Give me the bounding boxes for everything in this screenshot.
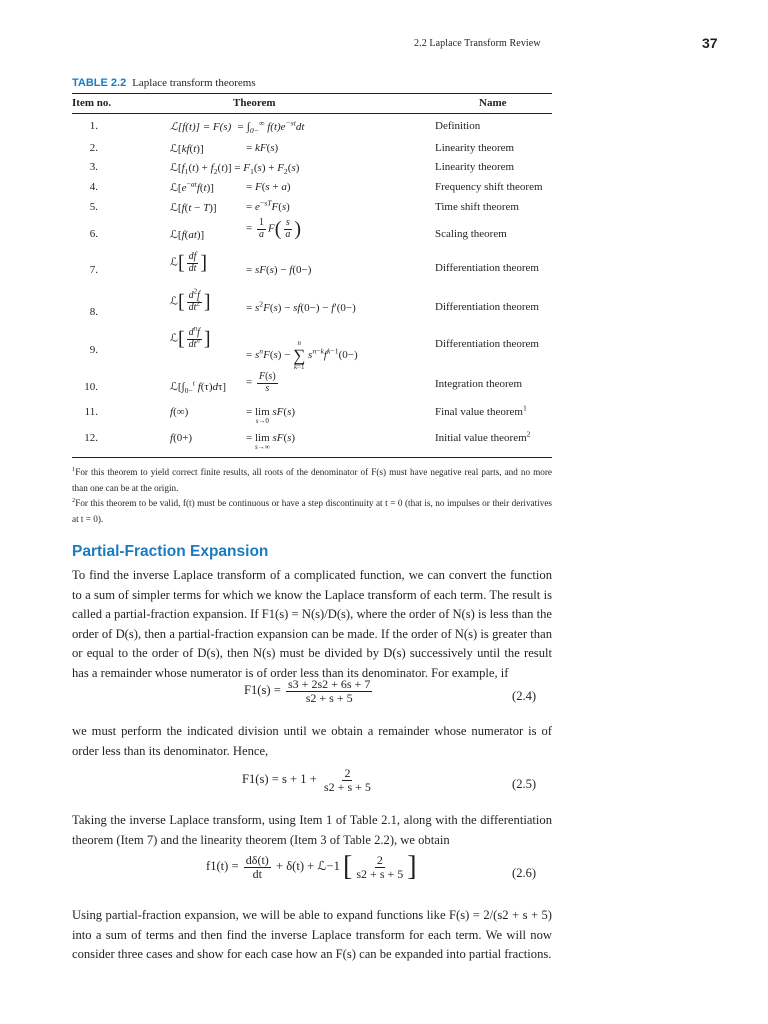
footnote-ref: 1 — [522, 403, 527, 413]
row-number: 3. — [89, 161, 98, 173]
paragraph-1 — [72, 566, 552, 683]
row-number: 2. — [89, 142, 98, 154]
theorem-result: = sF(s) − f(0−) — [246, 264, 312, 276]
equation-number: (2.6) — [512, 866, 537, 880]
table-bottom-rule — [72, 457, 552, 458]
theorem-formula: $ℒ[\int_{0-}^t$ f(τ)dτ] — [170, 378, 227, 396]
theorem-result: = lim s→0 sF(s) — [246, 406, 296, 426]
theorem-result: = lim s→∞ sF(s) — [246, 432, 296, 452]
table-header-rule — [72, 113, 552, 114]
equation-number: (2.5) — [512, 777, 537, 791]
theorem-result: = $s^nF(s)$ − n ∑ k=1 $s^{n-k}f^{k-1}(0-)$ — [246, 339, 358, 371]
equation-2-4 — [244, 678, 374, 704]
theorem-name — [435, 403, 527, 418]
theorem-name: Linearity theorem — [435, 142, 515, 154]
row-number: 4. — [89, 181, 98, 193]
theorem-name: Frequency shift theorem — [435, 181, 543, 193]
table-top-rule — [72, 93, 552, 94]
theorem-formula: ℒ[ $\frac{df}{dt}$ ] — [170, 251, 208, 274]
equation-2-5 — [242, 767, 375, 793]
theorem-name — [435, 429, 531, 444]
theorem-name: Time shift theorem — [435, 201, 519, 213]
row-number: 12. — [84, 432, 98, 444]
theorem-result: = $s^2F(s) - sf(0-) - f'(0-)$ — [246, 299, 356, 314]
eq-middle: + δ(t) + ℒ−1 — [275, 858, 340, 873]
row-number: 11. — [84, 406, 98, 418]
theorem-formula: ℒ[f(t)] = $F(s) = \int_{0-}^\infty$ $f(t)e^{-st}dt$ — [170, 118, 305, 136]
eq-lhs: F1(s) = — [244, 682, 281, 697]
paragraph-text: we must perform the indicated division until we obtain a remainder whose numerator is of order less than its denominator. Hence, — [72, 724, 552, 758]
eq-numerator: s3 + 2s2 + 6s + 7 — [288, 677, 371, 691]
footnote-text: For this theorem to yield correct finite results, all roots of the denominator of F(s) must have negative real parts, and no more than one can be at the origin. — [72, 467, 552, 493]
table-caption — [72, 77, 256, 89]
footnote-marker: 2 — [72, 496, 76, 504]
theorem-result: = $\frac{F(s)}{s}$ — [246, 371, 276, 394]
paragraph-text: To find the inverse Laplace transform of a complicated function, we can convert the function to a sum of simpler terms for which we know the Laplace transform of each term. The result is called a partial-fraction expansion. If F1(s) = N(s)/D(s), where the order of N(s) is less than the order of D(s), then a partial-fraction expansion can be made. If the order of N(s) is greater than or equal to the order of D(s), then N(s) must be divided by D(s) successively until the result has a remainder whose numerator is of order less than its denominator. For example, if — [72, 568, 552, 680]
paragraph-text: Taking the inverse Laplace transform, using Item 1 of Table 2.1, along with the differentiation theorem (Item 7) and the linearity theorem (Item 3 of Table 2.2), we obtain — [72, 813, 552, 847]
footnote-2 — [72, 495, 552, 527]
theorem-name-text: Final value theorem — [435, 406, 523, 418]
eq-denominator: dt — [252, 866, 262, 881]
equation-number: (2.4) — [512, 689, 537, 703]
eq-bracket: ] — [407, 851, 417, 882]
section-heading: Partial-Fraction Expansion — [72, 543, 269, 560]
footnote-marker: 1 — [72, 465, 76, 473]
equation-2-6 — [206, 853, 417, 881]
eq-lhs: f1(t) = — [206, 858, 239, 873]
eq-numerator: 2 — [344, 766, 351, 780]
page-number: 37 — [702, 35, 718, 51]
eq-bracket: [ — [343, 851, 353, 882]
theorem-formula: ℒ[ $\frac{d^nf}{dt^n}$ ] — [170, 324, 211, 350]
theorem-name: Differentiation theorem — [435, 262, 539, 274]
eq-lhs: F1(s) = s + 1 + — [242, 771, 317, 786]
footnote-text: For this theorem to be valid, f(t) must be continuous or have a step discontinuity at t = 0 (that is, no impulses or their derivatives at t = 0). — [72, 498, 552, 524]
col-header-theorem: Theorem — [233, 97, 276, 109]
eq-denominator: s2 + s + 5 — [324, 779, 371, 794]
paragraph-2 — [72, 722, 552, 761]
theorem-formula: f(∞) — [170, 406, 189, 418]
theorem-formula: ℒ[f(t − T)] — [170, 202, 217, 214]
theorem-name: Scaling theorem — [435, 228, 507, 240]
theorem-result: = $\frac{1}{a}$ F( $\frac{s}{a}$ ) — [246, 217, 302, 240]
theorem-formula: ℒ[f(at)] — [170, 229, 205, 241]
eq-numerator: 2 — [376, 852, 383, 867]
theorem-name-text: Initial value theorem — [435, 432, 527, 444]
eq-denominator: s2 + s + 5 — [305, 690, 353, 705]
row-number: 1. — [89, 120, 98, 132]
theorem-formula: $ℒ[e^{-at}f(t)]$ — [170, 179, 214, 194]
footnote-ref: 2 — [526, 429, 531, 439]
paragraph-text: Using partial-fraction expansion, we will be able to expand functions like F(s) = 2/(s2 + s + 5) into a sum of terms and then find the inverse Laplace transform for each term. We will now consider three cases and show for each case how an F(s) can be expanded into partial fractions. — [72, 908, 552, 961]
theorem-name: Differentiation theorem — [435, 301, 539, 313]
eq-denominator: s2 + s + 5 — [356, 866, 404, 881]
paragraph-4 — [72, 906, 552, 965]
table-label: TABLE 2.2 — [72, 77, 127, 89]
col-header-name: Name — [479, 97, 507, 109]
row-number: 9. — [89, 344, 98, 356]
col-header-item: Item no. — [72, 97, 112, 109]
row-number: 6. — [89, 228, 98, 240]
theorem-result: = F(s + a) — [246, 181, 291, 193]
row-number: 7. — [89, 264, 98, 276]
theorem-formula: ℒ[kf(t)] — [170, 143, 204, 155]
theorem-formula: $ℒ[f_1(t) + f_2(t)] = F_1(s) + F_2(s)$ — [170, 162, 300, 177]
paragraph-3 — [72, 811, 552, 850]
theorem-name: Definition — [435, 120, 481, 132]
footnote-1 — [72, 464, 552, 496]
row-number: 10. — [84, 381, 98, 393]
theorem-name: Integration theorem — [435, 378, 523, 390]
table-caption-text: Laplace transform theorems — [132, 77, 256, 89]
theorem-result: = $e^{-sT}F(s)$ — [246, 198, 290, 213]
row-number: 5. — [89, 201, 98, 213]
eq-numerator: dδ(t) — [245, 852, 269, 867]
theorem-result: = kF(s) — [246, 142, 279, 154]
theorem-formula: f(0+) — [170, 432, 193, 444]
theorem-name: Differentiation theorem — [435, 338, 539, 350]
theorem-formula: ℒ[ $\frac{d^2f}{dt^2}$ ] — [170, 287, 211, 313]
row-number: 8. — [89, 306, 98, 318]
theorem-name: Linearity theorem — [435, 161, 515, 173]
running-header: 2.2 Laplace Transform Review — [414, 38, 541, 49]
